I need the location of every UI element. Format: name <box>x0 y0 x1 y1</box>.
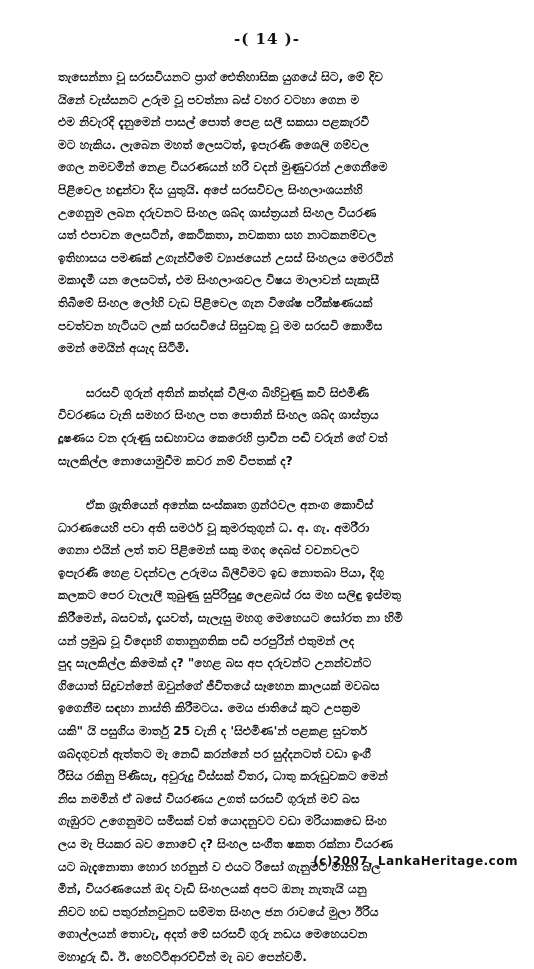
text-line: කිරීමෙන්, බසවත්, දෑයවත්, සැලැසු මහගු මෙහෙයට සෝරත නා හිමි <box>58 611 403 626</box>
text-line: රීසිය රකිනු පිණිසැ, අවුරුදු විස්සක් විතර, ධාතු කරුඩුවකට මෙන් <box>58 769 388 784</box>
text-line: ලය මැ පියකර බව නොවේ ද? සිංහල සංගීත ෂකත රක්නා වියරණ <box>58 837 394 851</box>
text-line: ඉතිහාසය පමණක් උගැන්වීමේ ව්‍යාජයෙන් උසස් සිංහලය මෙරටින් <box>58 250 394 265</box>
text-line: තැසෙන්නා වූ සරසවියනට ප්‍රාග් ඓතිහාසික යුගයේ සිට, මේ දිව <box>58 70 384 84</box>
text-line: යන් ප්‍රමුඛ වූ විද්‍යෙහි ගතානුගතික පඩි පරපුරින් එතුමන් ලද <box>58 633 355 648</box>
text-line: මින්, වියරණයෙන් ඔද වැඩි සිංහලයක් අපට ඔනෑ නැතැයි යනු <box>58 882 367 897</box>
text-line: යිනේ වැස්සනට උරුම වූ පවත්නා බස් වහර වටහා ගෙන ම <box>58 92 360 107</box>
text-line: ධාරණයෙහි පවා අති සමර්ථ වූ කුමරතුගුන් ධ. අ. ගැ. අමරීරා <box>58 520 370 535</box>
text-line: මෙන් මෙයින් අයැද සිටිමි. <box>58 341 190 356</box>
text-line: ගොල්ලයන් තොවැ, අදත් මේ සරසවි ගුරු නඩය මෙහෙයවන <box>58 927 368 942</box>
text-line: ගියොත් සිදුවන්නේ ඔවුන්ගේ ජීවිතයේ සෑහෙන කාලයක් මවබස <box>58 678 380 693</box>
text-line: පුද සැලකිල්ල කිමෙක් ද? "හෙළ බස අප දරුවන්ට උනන්වන්ට <box>58 656 372 671</box>
text-line: ගැඹුරට උගෙනුමට සමිසක් වත් යොදනුවට වඩා මරියාකඩෙ සිංහ <box>58 814 387 829</box>
text-line: උගෙනුම ලබන දරුවනට සිංහල ශබ්ද ශාස්ත්‍රයන් සිංහල වියරණ <box>58 205 377 220</box>
text-line: මහාදුරු ඩී. ඊ. හෙට්ටිආරච්චින් මැ බව පෙන්වමි. <box>58 949 307 964</box>
paragraph-3 <box>58 494 483 968</box>
text-line: ගෙල නමවමින් නෙළ වියරණයන් හරි වදන් මුණුවරන් උගෙනීමෙ <box>58 160 388 175</box>
text-line: ශබ්දගුවන් ඇත්තට මැ නෙඩි කරන්නේ පර සුද්දනටත් වඩා ඉංගී <box>58 746 372 761</box>
paragraph-2 <box>58 382 483 472</box>
text-line: පිළිවෙල හඳුන්වා දිය යුතුයි. අපේ සරසවිවල සිංහලාංශයන්හි <box>58 182 363 197</box>
text-line: පවත්වන හැටියට ලක් සරසවියේ සිසුවකු වූ මම සරසවි කොමිස <box>58 318 383 333</box>
text-line: මකාදැමී යන ලෙසටත්, එම සිංහලාංශවල විෂය මාලාවන් සැකැසී <box>58 273 380 288</box>
text-line: එම නිවැරදි දැනුමෙන් පාසල් පොත් පෙළ සලී සකසා පළකැරවී <box>58 115 370 130</box>
text-line: නිවට හඩ පතුරන්නවුනට සම්මත සිංහල ජන රාවයේ මුලා ඊරිය <box>58 904 379 919</box>
text-line: ඒක ශ්‍රැතියෙන් අනේක සංස්කෘත ග්‍රන්ථවල අනංග කොවිස් <box>86 498 374 513</box>
text-line: කලකට පෙර වැලැලී තුබුණු සුපිරිසුදු ලෙළබස් රස මහ සලිඳු ඉස්මතු <box>58 588 402 603</box>
paragraph-1 <box>58 66 483 360</box>
text-line: දූෂණය වන දරුණු සඬහාවය කෙරෙහි ප්‍රාචීන පඬි වරුන් ගේ වත් <box>58 430 388 445</box>
text-line: නිස නමමින් ඒ බසේ වියරණය උගත් සරසවි ගුරුන් මව් බස <box>58 791 360 806</box>
text-line: යත් එපාවන ලෙසටින්, කෙටිකතා, නවකතා සහ නාටකනම්වල <box>58 228 377 243</box>
copyright-credit: (c)2007, LankaHeritage.com <box>313 854 518 868</box>
text-line: මට හැකිය. ලැබෙන මහත් ලෙසටත්, ඉපැරණි ශෛලි ගම්වල <box>58 137 370 152</box>
body-text <box>58 66 483 969</box>
text-line: ඉගෙනීම සඳහා නාස්ති කිරීමටය. මෙය ජාතියේ කුට උපක්‍රම <box>58 701 361 716</box>
text-line: ඉපැරණි හෙළ වදන්වල උරුමය බිලීවිමට ඉඩ නොතබා පියා, දිගු <box>58 565 385 580</box>
text-line: සැලකිල්ල නොයොමුවීම කවර නම් විපතක් ද? <box>58 453 293 468</box>
text-line: විවරණය වැනි සමහර සිංහල පත පොතින් සිංහල ශබ්ද ශාස්ත්‍රය <box>58 408 379 423</box>
text-line: තිබීමේ සිංහල ලෝහි වැඩ පිළිවෙල ගැන විශේෂ පරීක්ෂණයක් <box>58 295 373 310</box>
text-line: ගෙනා එයින් ලත් තව පිළිමෙන් සකු මගද දෙබස් වචනවලට <box>58 543 360 558</box>
text-line: යකි" යි පසුගිය මාර්තු 25 වැනි ද 'සිළුමිණ'න් පළකළ සුවර්ත <box>58 724 368 739</box>
text-line: යට බැදැනොතා හොර හරනුන් ව එයට රිසෝ ගැනුමට මානා බල <box>58 859 381 874</box>
text-line: සරසවි ගුරුන් අතින් කත්දක් වීලිංග බිහිවුණු කවි සිළුමිණි <box>86 385 370 400</box>
page-number: -( 14 )- <box>234 30 300 48</box>
